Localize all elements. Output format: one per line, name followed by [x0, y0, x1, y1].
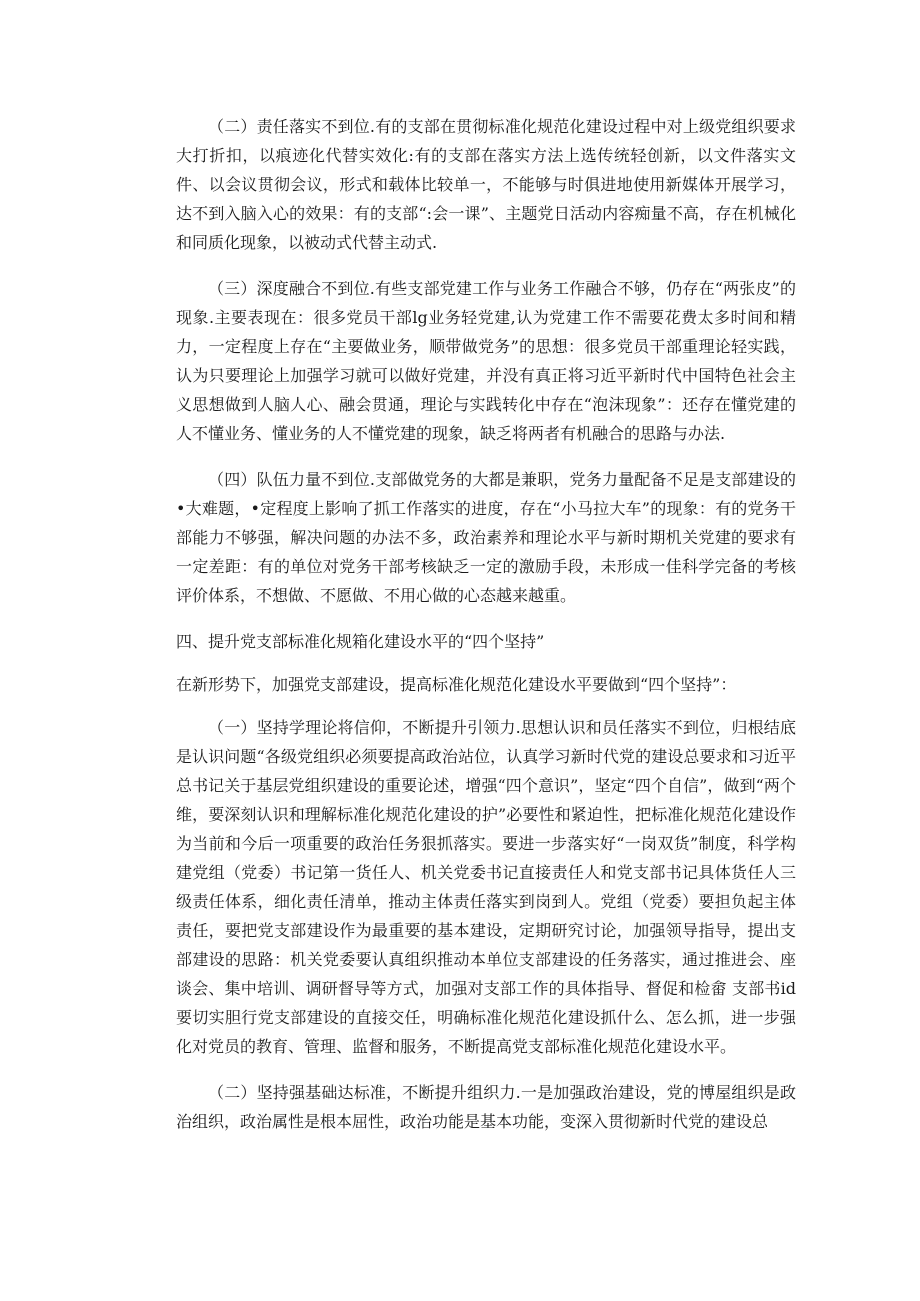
paragraph-team-strength: （四）队伍力量不到位.支部做党务的大都是兼职，党务力量配备不足是支部建设的•大难题，•定程度上影响了抓工作落实的进度，存在“小马拉大车”的现象：有的党务干部能力不够强，解决问题的办法不多，政治素养和理论水平与新时期机关党建的要求有一定差距：有的单位对党务干部考核缺乏一定的激励手段，未形成一佳科学完备的考核评价体系，不想做、不愿做、不用心做的心态越来越重。 [176, 470, 796, 605]
subsection-theory: （一）坚持学理论将信仰，不断提升引领力.思想认识和员任落实不到位，归根结底是认识问题“各级党组织必须要提高政治站位，认真学习新时代党的建设总要求和习近平总书记关于基层党组织建设的重要论述，增强“四个意识”，坚定“四个自信”，做到“两个维，要深刻认识和理解标准化规范化建设的护”必要性和紧迫性，把标准化规范化建设作为当前和今后一项重要的政治任务狠抓落实。要进一步落实好“一岗双货”制度，科学构建党组（党委）书记第一货任人、机关党委书记直接责任人和党支部书记具体货任人三级责任体系，细化责任清单，推动主体责任落实到岗到人。党组（党委）要担负起主体责任，要把党支部建设作为最重要的基本建设，定期研究讨论，加强领导指导，提出支部建设的思路：机关党委要认真组织推动本单位支部建设的任务落实，通过推进会、座谈会、集中培训、调研督导等方式，加强对支部工作的具体指导、督促和检畲 支部书id要切实胆行党支部建设的直接交任，明确标准化规范化建设抓什么、怎么抓，进一步强化对党员的教育、管理、监督和服务，不断提高党支部标准化规范化建设水平。 [176, 718, 796, 1056]
paragraph-responsibility: （二）责任落实不到位.有的支部在贯彻标准化规范化建设过程中对上级党组织要求大打折扣，以痕迹化代替实效化:有的支部在落实方法上选传统轻创新，以文件落实文件、以会议贯彻会议，形式和载体比较单一，不能够与时俱进地使用新媒体开展学习，达不到入脑入心的效果：有的支部“:会一课”、主题党日活动内容痴量不高，存在机械化和同质化现象，以被动式代替主动式. [176, 117, 796, 252]
section-intro: 在新形势下，加强党支部建设，提高标准化规范化建设水平要做到“四个坚持”： [176, 675, 737, 694]
document-body [176, 112, 796, 1153]
paragraph-integration: （三）深度融合不到位.有些支部党建工作与业务工作融合不够，仍存在“两张皮”的现象.主要表现在：很多党员干部lg业务轻党建,认为党建工作不需要花费太多时间和精力，一定程度上存在“主要做业务，顺带做党务”的思想：很多党员干部重理论轻实践，认为只要理论上加强学习就可以做好党建，并没有真正将习近平新时代中国特色社会主义思想做到人脑人心、融会贯通，理论与实践转化中存在“泡沫现象”：还存在懂党建的人不懂业务、懂业务的人不懂党建的现象，缺乏将两者有机融合的思路与办法. [176, 279, 796, 443]
subsection-foundation: （二）坚持强基础达标准，不断提升组织力.一是加强政治建设，党的博屋组织是政治组织，政治属性是根本屈性，政治功能是基本功能，变深入贯彻新时代党的建设总 [176, 1083, 796, 1131]
section-heading: 四、提升党支部标准化规箱化建设水平的“四个坚持” [176, 632, 545, 651]
